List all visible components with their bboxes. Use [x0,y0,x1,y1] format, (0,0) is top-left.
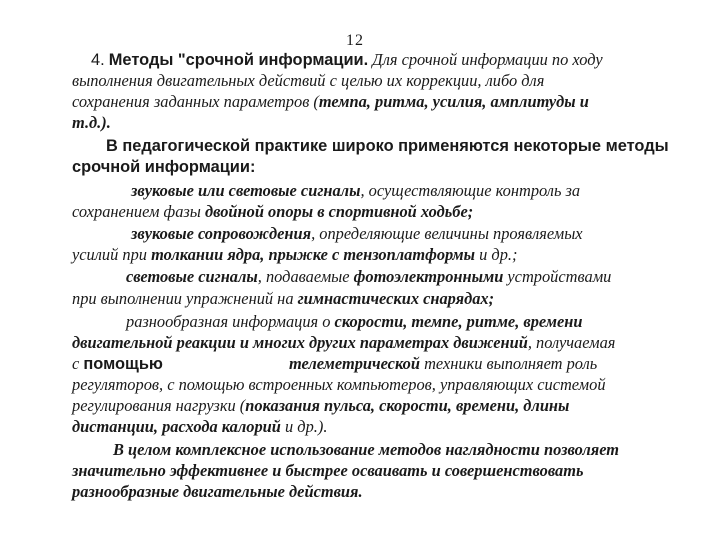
item-4-term-6: дистанции, расхода калорий [72,417,281,436]
heading-line-3 [72,92,589,112]
item-2-term: звуковые сопровождения [131,224,312,243]
conclusion-line-3: разнообразные двигательные действия. [72,482,363,501]
item-3-term: световые сигналы [126,267,258,286]
item-2-text-3: и др.; [475,245,518,264]
item-4-text: разнообразная информация о [126,312,335,331]
item-1-text-2: сохранением фазы [72,202,205,221]
heading-lead: Для срочной информации по ходу [372,50,603,69]
item-3-text-2: устройствами [503,267,612,286]
item-4-text-3: с [72,354,84,373]
item-4-text-5: регулирования нагрузки ( [72,396,246,415]
item-4-line-6 [72,417,327,437]
item-4-line-2 [72,333,615,353]
item-4-term-4: телеметрической [289,354,420,373]
heading-line-3-bold: темпа, ритма, усилия, амплитуды и [318,92,589,111]
item-1-line-1 [131,181,580,201]
item-4-line-5 [72,396,569,416]
item-4-term-5: показания пульса, скорости, времени, длины [245,396,570,415]
item-2-text: , определяющие величины проявляемых [311,224,583,243]
item-4-text-6: и др.). [280,417,328,436]
item-2-term-2: толкании ядра, прыжке с тензоплатформы [151,245,476,264]
conclusion-line-1: В целом комплексное использование методов наглядности позволяет [113,440,620,459]
item-2-line-2 [72,245,517,265]
item-1-text: , осуществляющие контроль за [360,181,581,200]
item-4-term-3: помощью [83,355,163,373]
heading-number: 4. [91,51,105,69]
item-3-text: , подаваемые [257,267,354,286]
heading-title: Методы "срочной информации. [108,51,369,69]
item-3-line-2 [72,289,494,309]
item-1-term: звуковые или световые сигналы [131,181,361,200]
conclusion-line-2: значительно эффективнее и быстрее осваивать и совершенствовать [72,461,584,480]
item-3-text-3: при выполнении упражнений на [72,289,298,308]
item-3-term-3: гимнастических снарядах; [297,289,495,308]
item-4-term-2: двигательной реакции и многих других параметрах движений [72,333,528,352]
heading-line-1 [91,50,603,70]
item-1-term-2: двойной опоры в спортивной ходьбе; [204,202,474,221]
item-4-line-4: регуляторов, с помощью встроенных компьютеров, управляющих системой [72,375,606,394]
item-4-line-3 [72,354,163,374]
intro-line-1: В педагогической практике широко применяются некоторые методы [106,137,669,155]
item-4-term: скорости, темпе, ритме, времени [334,312,583,331]
item-4-text-4: техники выполняет роль [419,354,598,373]
item-3-term-2: фотоэлектронными [353,267,504,286]
item-3-line-1 [126,267,611,287]
item-4-text-2: , получаемая [527,333,616,352]
intro-line-2: срочной информации: [72,158,256,176]
heading-line-3-text: сохранения заданных параметров ( [72,92,319,111]
heading-line-2: выполнения двигательных действий с целью их коррекции, либо для [72,71,545,90]
item-2-text-2: усилий при [72,245,152,264]
heading-line-4: т.д.). [72,113,111,132]
item-4-line-3b [289,354,597,374]
page-number: 12 [346,32,364,49]
item-4-line-1 [126,312,583,332]
item-2-line-1 [131,224,583,244]
item-1-line-2 [72,202,473,222]
